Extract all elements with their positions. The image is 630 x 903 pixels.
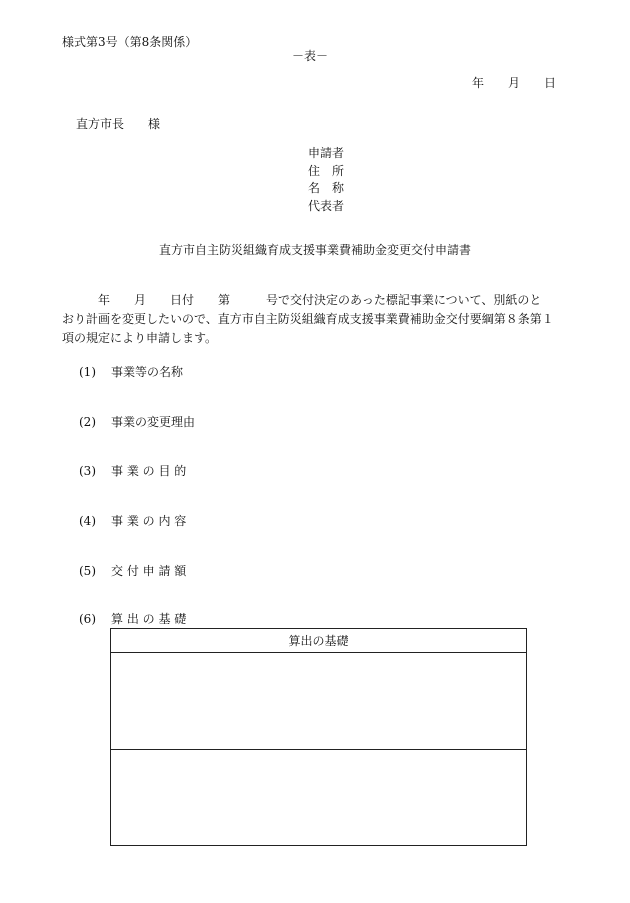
- item-label: 交 付 申 請 額: [111, 564, 187, 578]
- date-month: 月: [508, 76, 521, 90]
- item-purpose: [79, 465, 186, 477]
- item-content: [79, 515, 186, 527]
- addressee-honorific: 様: [148, 117, 161, 131]
- applicant-address-label: 住 所: [308, 163, 345, 178]
- item-number: (1): [79, 365, 96, 379]
- item-application-amount: [79, 565, 186, 577]
- item-number: (2): [79, 415, 96, 429]
- date-day: 日: [544, 76, 557, 90]
- item-number: (3): [79, 464, 96, 478]
- applicant-representative-label: 代表者: [308, 198, 345, 213]
- item-label: 事業の変更理由: [111, 415, 196, 429]
- body-line-3: 項の規定により申請します。: [62, 331, 218, 345]
- applicant-name-label: 名 称: [308, 181, 345, 195]
- calculation-basis-table: [110, 628, 527, 846]
- applicant-label: 申請者: [308, 146, 345, 160]
- item-calculation-basis: [79, 613, 186, 625]
- item-label: 事業等の名称: [111, 365, 184, 379]
- calculation-basis-table-cell-1[interactable]: [111, 653, 526, 750]
- body-text: [62, 291, 562, 348]
- date-line: [472, 77, 556, 89]
- item-label: 事 業 の 目 的: [111, 464, 187, 478]
- item-number: (4): [79, 514, 96, 528]
- item-project-name: [79, 366, 183, 378]
- item-number: (6): [79, 612, 96, 626]
- calculation-basis-table-header: 算出の基礎: [111, 629, 526, 653]
- addressee: [76, 118, 160, 130]
- form-number: 様式第3号（第8条関係）: [62, 35, 198, 49]
- document-title: 直方市自主防災組織育成支援事業費補助金変更交付申請書: [158, 243, 471, 257]
- item-change-reason: [79, 416, 195, 428]
- calculation-basis-table-cell-2[interactable]: [111, 750, 526, 845]
- body-line-2: おり計画を変更したいので、直方市自主防災組織育成支援事業費補助金交付要綱第８条第１: [62, 312, 554, 326]
- addressee-name: 直方市長: [76, 117, 125, 131]
- table-mark: －表－: [292, 49, 329, 63]
- item-label: 事 業 の 内 容: [111, 514, 187, 528]
- item-label: 算 出 の 基 礎: [111, 612, 187, 626]
- applicant-block: [308, 145, 344, 215]
- date-year: 年: [472, 76, 485, 90]
- body-line-1: 年 月 日付 第 号で交付決定のあった標記事業について、別紙のと: [62, 293, 542, 307]
- item-number: (5): [79, 564, 96, 578]
